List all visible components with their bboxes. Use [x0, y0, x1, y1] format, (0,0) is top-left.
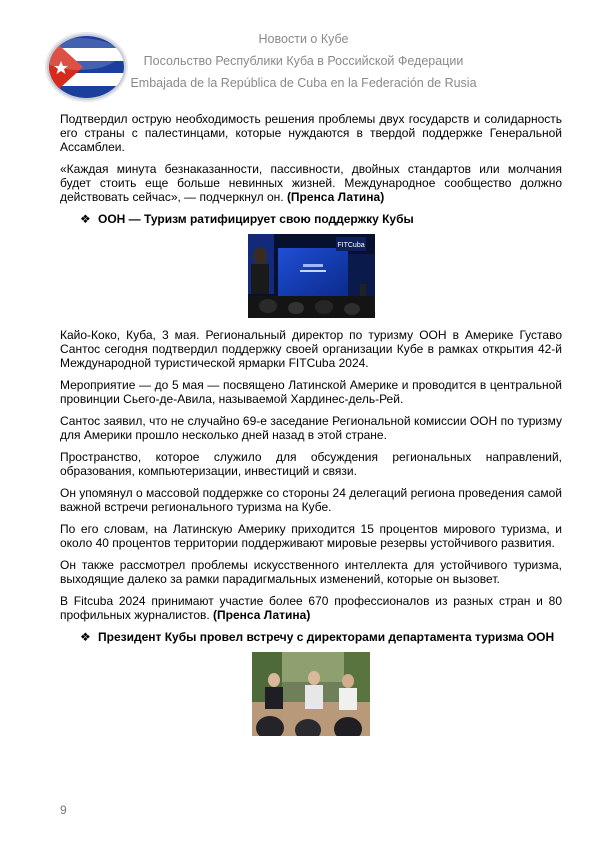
- article-paragraph: По его словам, на Латинскую Америку приходится 15 процентов мирового туризма, и около 40 процентов территории поддерживают мировые резервы устойчивого развития.: [60, 522, 562, 550]
- meeting-photo: [252, 652, 370, 736]
- conference-photo: [248, 234, 375, 318]
- header-embassy-es: Embajada de la República de Cuba en la Federación de Rusia: [130, 76, 477, 90]
- article-paragraph-last: [60, 594, 562, 622]
- intro-paragraph-1: Подтвердил острую необходимость решения проблемы двух государств и солидарность его страны с палестинцами, которые нуждаются в твердой поддержке Генеральной Ассамблеи.: [60, 112, 562, 154]
- section-title-1: ООН — Туризм ратифицирует свою поддержку Кубы: [98, 212, 414, 226]
- intro-quote: «Каждая минута безнаказанности, пассивности, двойных стандартов или молчания будет стоить еще больше невинных жизней. Международное сообщество должно действовать сейчас», — подчеркнул он.: [60, 162, 562, 204]
- article-paragraph: Сантос заявил, что не случайно 69-е заседание Региональной комиссии ООН по туризму для Америки прошло несколько дней назад в этой стране.: [60, 414, 562, 442]
- page-number: 9: [60, 803, 67, 817]
- article-paragraph: Пространство, которое служило для обсуждения региональных направлений, образования, компьютеризации, инвестиций и связи.: [60, 450, 562, 478]
- article-paragraph: Он также рассмотрел проблемы искусственного интеллекта для устойчивого туризма, выходящие далеко за рамки парадигмальных изменений, которые он вызовет.: [60, 558, 562, 586]
- article-paragraph: Кайо-Коко, Куба, 3 мая. Региональный директор по туризму ООН в Америке Густаво Сантос сегодня подтвердил поддержку своей организации Кубе в рамках открытия 42-й Международной туристической ярмарки FITCuba 2024.: [60, 328, 562, 370]
- article-paragraph: Он упомянул о массовой поддержке со стороны 24 делегаций региона проведения самой важной встречи регионального туризма на Кубе.: [60, 486, 562, 514]
- section-heading-1: [60, 212, 562, 226]
- document-header: [0, 0, 607, 100]
- article-paragraph: Мероприятие — до 5 мая — посвящено Латинской Америке и проводится в центральной провинции Сьего-де-Авила, называемой Хардинес-дель-Рей.: [60, 378, 562, 406]
- diamond-bullet-icon: ❖: [80, 212, 91, 226]
- diamond-bullet-icon: ❖: [80, 630, 91, 644]
- header-embassy-ru: Посольство Республики Куба в Российской Федерации: [143, 54, 464, 68]
- intro-paragraph-2: [60, 162, 562, 204]
- photo-screen-label: FITCuba: [336, 242, 365, 249]
- document-body: [60, 112, 562, 746]
- section-heading-2: [60, 630, 562, 644]
- section-title-2: Президент Кубы провел встречу с директорами департамента туризма ООН: [98, 630, 555, 644]
- source-credit: (Пренса Латина): [286, 190, 385, 204]
- header-title: Новости о Кубе: [258, 32, 349, 46]
- source-credit: (Пренса Латина): [213, 608, 311, 622]
- article-last-text: В Fitcuba 2024 принимают участие более 670 профессионалов из разных стран и 80 профильных журналистов.: [60, 594, 562, 622]
